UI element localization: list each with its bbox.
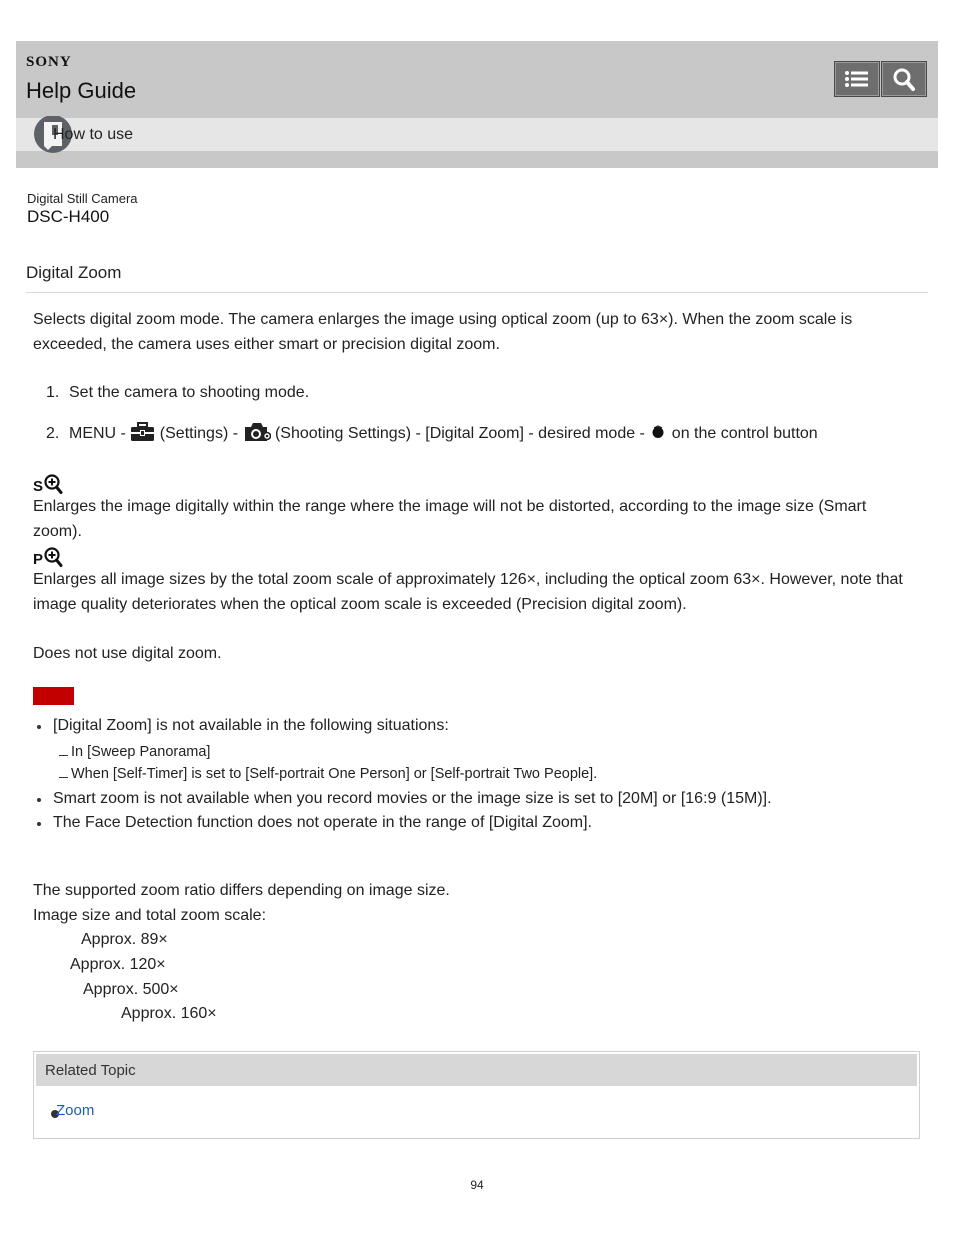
- note-subitem: When [Self-Timer] is set to [Self-portrait One Person] or [Self-portrait Two People].: [59, 763, 913, 785]
- smart-zoom-letter: S: [33, 478, 44, 495]
- product-type: Digital Still Camera: [27, 191, 138, 206]
- note-list: [33, 714, 913, 836]
- header-bar: [16, 41, 938, 168]
- off-description: Does not use digital zoom.: [33, 645, 222, 662]
- center-button-icon: [649, 424, 667, 440]
- related-topic-box: [33, 1051, 920, 1139]
- nav-how-to-use[interactable]: How to use: [53, 126, 134, 143]
- nav-bar: [16, 118, 938, 151]
- zoom-ratio-note: The supported zoom ratio differs depending on image size.: [33, 882, 450, 899]
- brand-logo: SONY: [26, 54, 72, 70]
- related-topic-title: Related Topic: [45, 1062, 136, 1079]
- list-icon: [835, 62, 879, 96]
- guide-title[interactable]: Help Guide: [26, 78, 137, 103]
- product-model: DSC-H400: [27, 207, 110, 226]
- zoom-scale-value: Approx. 120×: [70, 956, 166, 973]
- page-number: 94: [470, 1178, 484, 1192]
- step-text-shooting: (Shooting Settings) - [Digital Zoom] - desired mode -: [274, 425, 645, 442]
- step-number: 1.: [46, 384, 60, 401]
- precision-zoom-letter: P: [33, 551, 44, 568]
- related-link-zoom[interactable]: Zoom: [56, 1102, 95, 1119]
- page-title: Digital Zoom: [26, 263, 122, 282]
- zoom-scale-value: Approx. 89×: [81, 931, 168, 948]
- search-button[interactable]: [881, 61, 927, 97]
- note-sublist: [59, 741, 913, 785]
- note-item: The Face Detection function does not operate in the range of [Digital Zoom].: [33, 811, 913, 836]
- step-text-menu: MENU -: [69, 425, 126, 442]
- list-button[interactable]: [834, 61, 880, 97]
- smart-zoom-icon: [33, 473, 65, 495]
- precision-zoom-icon: [33, 546, 65, 568]
- note-item: Smart zoom is not available when you record movies or the image size is set to [20M] or [16:9 (15M)].: [33, 787, 913, 812]
- zoom-scale-value: Approx. 500×: [83, 981, 179, 998]
- toolbox-icon: [130, 422, 155, 442]
- search-icon: [882, 62, 926, 96]
- step-text: Set the camera to shooting mode.: [69, 384, 310, 401]
- precision-zoom-description: Enlarges all image sizes by the total zoom scale of approximately 126×, including the optical zoom 63×. However, note that image quality deteriorates when the optical zoom scale is exceeded (Precision digital zoom).: [33, 571, 903, 613]
- camera-icon: [243, 421, 271, 443]
- step-text-settings: (Settings) -: [159, 425, 239, 442]
- note-badge: [33, 687, 74, 705]
- intro-text: Selects digital zoom mode. The camera enlarges the image using optical zoom (up to 63×). When the zoom scale is exceeded, the camera uses either smart or precision digital zoom.: [33, 311, 853, 353]
- zoom-scale-value: Approx. 160×: [121, 1005, 217, 1022]
- step-text-control: on the control button: [671, 425, 818, 442]
- step-1: [46, 381, 309, 406]
- step-2: [46, 422, 818, 447]
- note-subitem: In [Sweep Panorama]: [59, 741, 913, 763]
- related-topic-header: [36, 1054, 917, 1086]
- note-item: [Digital Zoom] is not available in the following situations:: [33, 714, 913, 739]
- smart-zoom-description: Enlarges the image digitally within the range where the image will not be distorted, according to the image size (Smart zoom).: [33, 498, 867, 540]
- step-number: 2.: [46, 425, 60, 442]
- title-divider: [26, 292, 928, 293]
- zoom-scale-label: Image size and total zoom scale:: [33, 907, 267, 924]
